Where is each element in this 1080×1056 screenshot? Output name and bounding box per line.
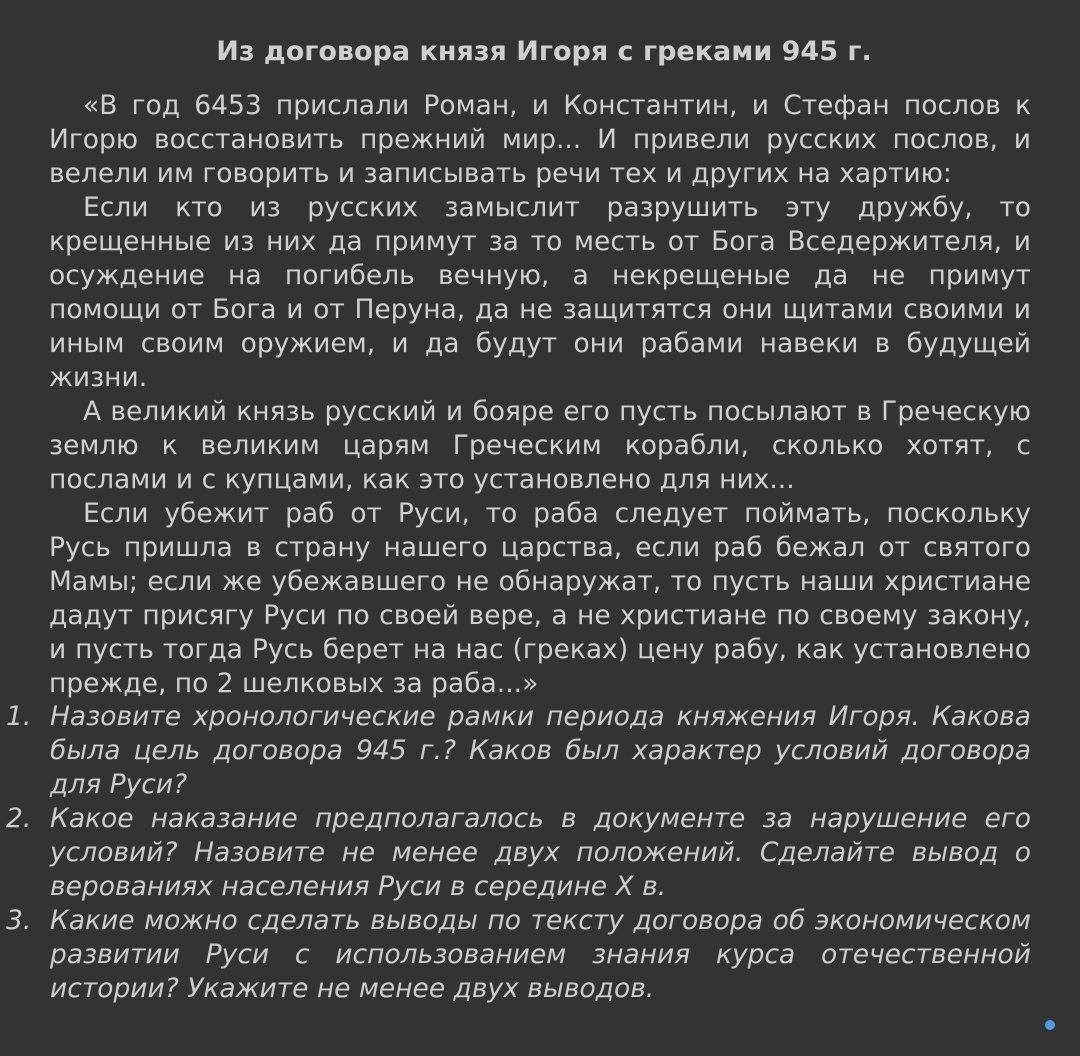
question-item <box>0 904 1031 1006</box>
paragraph-oath: Если кто из русских замыслит разрушить эту дружбу, то крещенные из них да примут за то месть от Бога Вседержителя, и осуждение на погибель вечную, а некрещеные да не примут помощи от Бога и от Перуна, да не защитятся они щитами своими и иным своим оружием, и да будут они рабами навеки в будущей жизни. <box>49 192 1031 393</box>
question-item <box>0 700 1031 802</box>
paragraph-trade: А великий князь русский и бояре его пусть посылают в Греческую землю к великим царям Греческим корабли, сколько хотят, с послами и с купцами, как это установлено для них... <box>49 396 1031 495</box>
question-number: 2. <box>6 803 32 834</box>
question-number: 3. <box>6 905 32 936</box>
question-number: 1. <box>6 701 32 732</box>
paragraph-slaves: Если убежит раб от Руси, то раба следует поймать, поскольку Русь пришла в страну нашего царства, если раб бежал от святого Мамы; если же убежавшего не обнаружат, то пусть наши христиане дадут присягу Руси по своей вере, а не христиане по своему закону, и пусть тогда Русь берет на нас (греках) цену рабу, как установлено прежде, по 2 шелковых за раба...» <box>49 498 1031 699</box>
questions-list <box>0 700 1031 1006</box>
question-text: Какие можно сделать выводы по тексту договора об экономическом развитии Руси с использованием знания курса отечественной истории? Укажите не менее двух выводов. <box>50 905 1031 1004</box>
status-dot-icon <box>1045 1020 1055 1030</box>
question-text: Какое наказание предполагалось в документе за нарушение его условий? Назовите не менее двух положений. Сделайте вывод о верованиях населения Руси в середине X в. <box>50 803 1031 902</box>
question-text: Назовите хронологические рамки периода княжения Игоря. Какова была цель договора 945 г.? Каков был характер условий договора для Руси? <box>50 701 1031 800</box>
paragraph-intro: «В год 6453 прислали Роман, и Константин, и Стефан послов к Игорю восстановить прежний мир... И привели русских послов, и велели им говорить и записывать речи тех и других на хартию: <box>49 90 1031 189</box>
document-title: Из договора князя Игоря с греками 945 г. <box>216 36 872 67</box>
question-item <box>0 802 1031 904</box>
document-body <box>49 89 1031 701</box>
